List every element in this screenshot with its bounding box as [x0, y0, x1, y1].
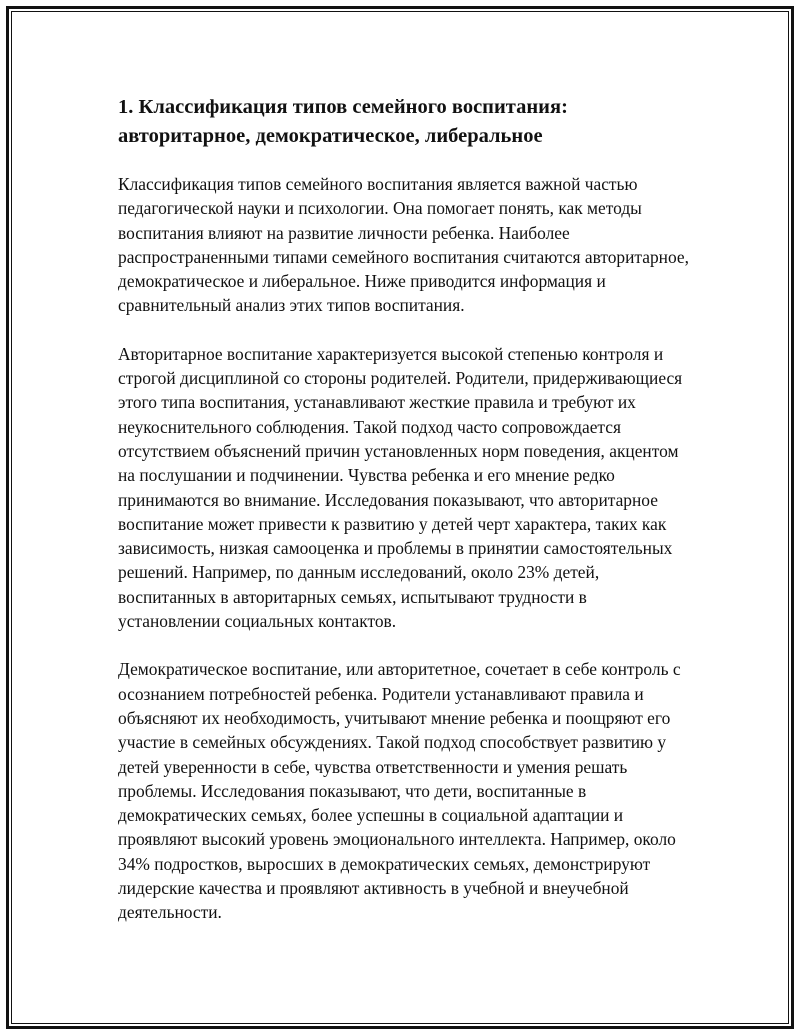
paragraph-intro: Классификация типов семейного воспитания является важной частью педагогической науки и психологии. Она помогает понять, как методы воспитания влияют на развитие личности ребенка. Наиболее распространенными типами семейного воспитания считаются авторитарное, демократическое и либеральное. Ниже приводится информация и сравнительный анализ этих типов воспитания. — [118, 174, 689, 316]
paragraph-authoritarian: Авторитарное воспитание характеризуется высокой степенью контроля и строгой дисциплиной со стороны родителей. Родители, придерживающиеся этого типа воспитания, устанавливают жесткие правила и требуют их неукоснительного соблюдения. Такой подход часто сопровождается отсутствием объяснений причин установленных норм поведения, акцентом на послушании и подчинении. Чувства ребенка и его мнение редко принимаются во внимание. Исследования показывают, что авторитарное воспитание может привести к развитию у детей черт характера, таких как зависимость, низкая самооценка и проблемы в принятии самостоятельных решений. Например, по данным исследований, около 23% детей, воспитанных в авторитарных семьях, испытывают трудности в установлении социальных контактов. — [118, 343, 683, 632]
paragraph-democratic: Демократическое воспитание, или авторитетное, сочетает в себе контроль с осознанием потребностей ребенка. Родители устанавливают правила и объясняют их необходимость, учитывают мнение ребенка и поощряют его участие в семейных обсуждениях. Такой подход способствует развитию у детей уверенности в себе, чувства ответственности и умения решать проблемы. Исследования показывают, что дети, воспитанные в демократических семьях, более успешны в социальной адаптации и проявляют высокий уровень эмоционального интеллекта. Например, около 34% подростков, выросших в демократических семьях, демонстрируют лидерские качества и проявляют активность в учебной и внеучебной деятельности. — [118, 659, 681, 923]
section-title: 1. Классификация типов семейного воспитания: авторитарное, демократическое, либеральное — [118, 96, 568, 147]
document-body — [118, 93, 693, 949]
